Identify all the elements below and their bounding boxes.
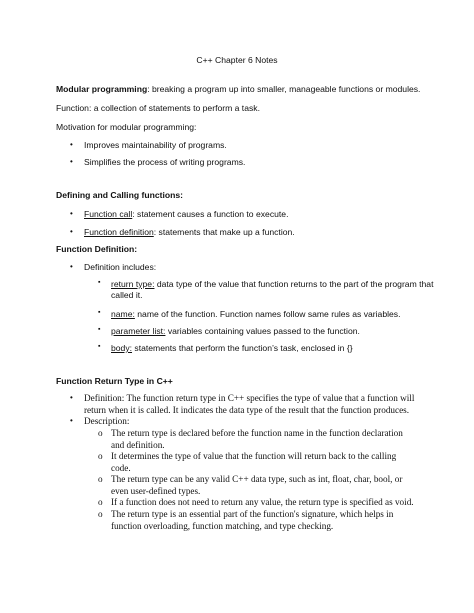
definition-item: parameter list: variables containing values passed to the function. (111, 326, 360, 336)
circle-bullet-icon: o (98, 474, 103, 484)
function-definition-term: Function definition (84, 227, 154, 237)
circle-bullet-icon: o (98, 497, 103, 507)
bullet-icon: • (70, 227, 73, 236)
name-term: name: (111, 309, 135, 319)
description-item: The return type can be any valid C++ data type, such as int, float, char, bool, or (111, 474, 403, 484)
definition-item: body: statements that perform the function’s task, enclosed in {} (111, 343, 353, 353)
definition-item-continued: called it. (111, 290, 143, 300)
defining-item: Function call: statement causes a function to execute. (84, 209, 289, 219)
square-bullet-icon: ▪ (98, 279, 101, 286)
circle-bullet-icon: o (98, 451, 103, 461)
bullet-icon: • (70, 157, 73, 166)
modular-definition: : breaking a program up into smaller, manageable functions or modules. (147, 84, 421, 94)
function-call-term: Function call (84, 209, 133, 219)
circle-bullet-icon: o (98, 428, 103, 438)
return-type-term: return type: (111, 279, 155, 289)
return-definition-line: return when it is called. It indicates the data type of the result that the function produces. (84, 405, 410, 415)
circle-bullet-icon: o (98, 509, 103, 519)
definition-heading: Function Definition: (56, 244, 138, 254)
function-line: Function: a collection of statements to perform a task. (56, 103, 260, 113)
description-item-continued: even user-defined types. (111, 486, 201, 496)
description-item: The return type is declared before the function name in the function declaration (111, 428, 403, 438)
page-title: C++ Chapter 6 Notes (196, 55, 278, 65)
definition-includes: Definition includes: (84, 262, 157, 272)
square-bullet-icon: ▪ (98, 343, 101, 350)
return-definition-line: Definition: The function return type in C++ specifies the type of value that a function will (84, 393, 415, 403)
description-item-continued: function overloading, function matching, and type checking. (111, 521, 334, 531)
modular-programming-line (56, 84, 434, 95)
description-item: The return type is an essential part of the function's signature, which helps in (111, 509, 394, 519)
bullet-icon: • (70, 262, 73, 271)
body-term: body: (111, 343, 133, 353)
parameter-list-term: parameter list: (111, 326, 166, 336)
defining-heading: Defining and Calling functions: (56, 190, 183, 200)
bullet-icon: • (70, 209, 73, 218)
motivation-bullet: Improves maintainability of programs. (84, 140, 227, 150)
description-item: If a function does not need to return any value, the return type is specified as void. (111, 497, 414, 507)
motivation-line: Motivation for modular programming: (56, 122, 197, 132)
description-label: Description: (84, 416, 130, 426)
description-item-continued: and definition. (111, 440, 165, 450)
description-item-continued: code. (111, 463, 131, 473)
modular-term: Modular programming (56, 84, 148, 94)
defining-item: Function definition: statements that make up a function. (84, 227, 295, 237)
bullet-icon: • (70, 416, 73, 425)
square-bullet-icon: ▪ (98, 326, 101, 333)
return-type-heading: Function Return Type in C++ (56, 376, 173, 386)
definition-item: return type: data type of the value that function returns to the part of the program that (111, 279, 434, 289)
square-bullet-icon: ▪ (98, 309, 101, 316)
description-item: It determines the type of value that the function will return back to the calling (111, 451, 397, 461)
bullet-icon: • (70, 393, 73, 402)
motivation-bullet: Simplifies the process of writing programs. (84, 157, 246, 167)
bullet-icon: • (70, 140, 73, 149)
definition-item: name: name of the function. Function names follow same rules as variables. (111, 309, 401, 319)
